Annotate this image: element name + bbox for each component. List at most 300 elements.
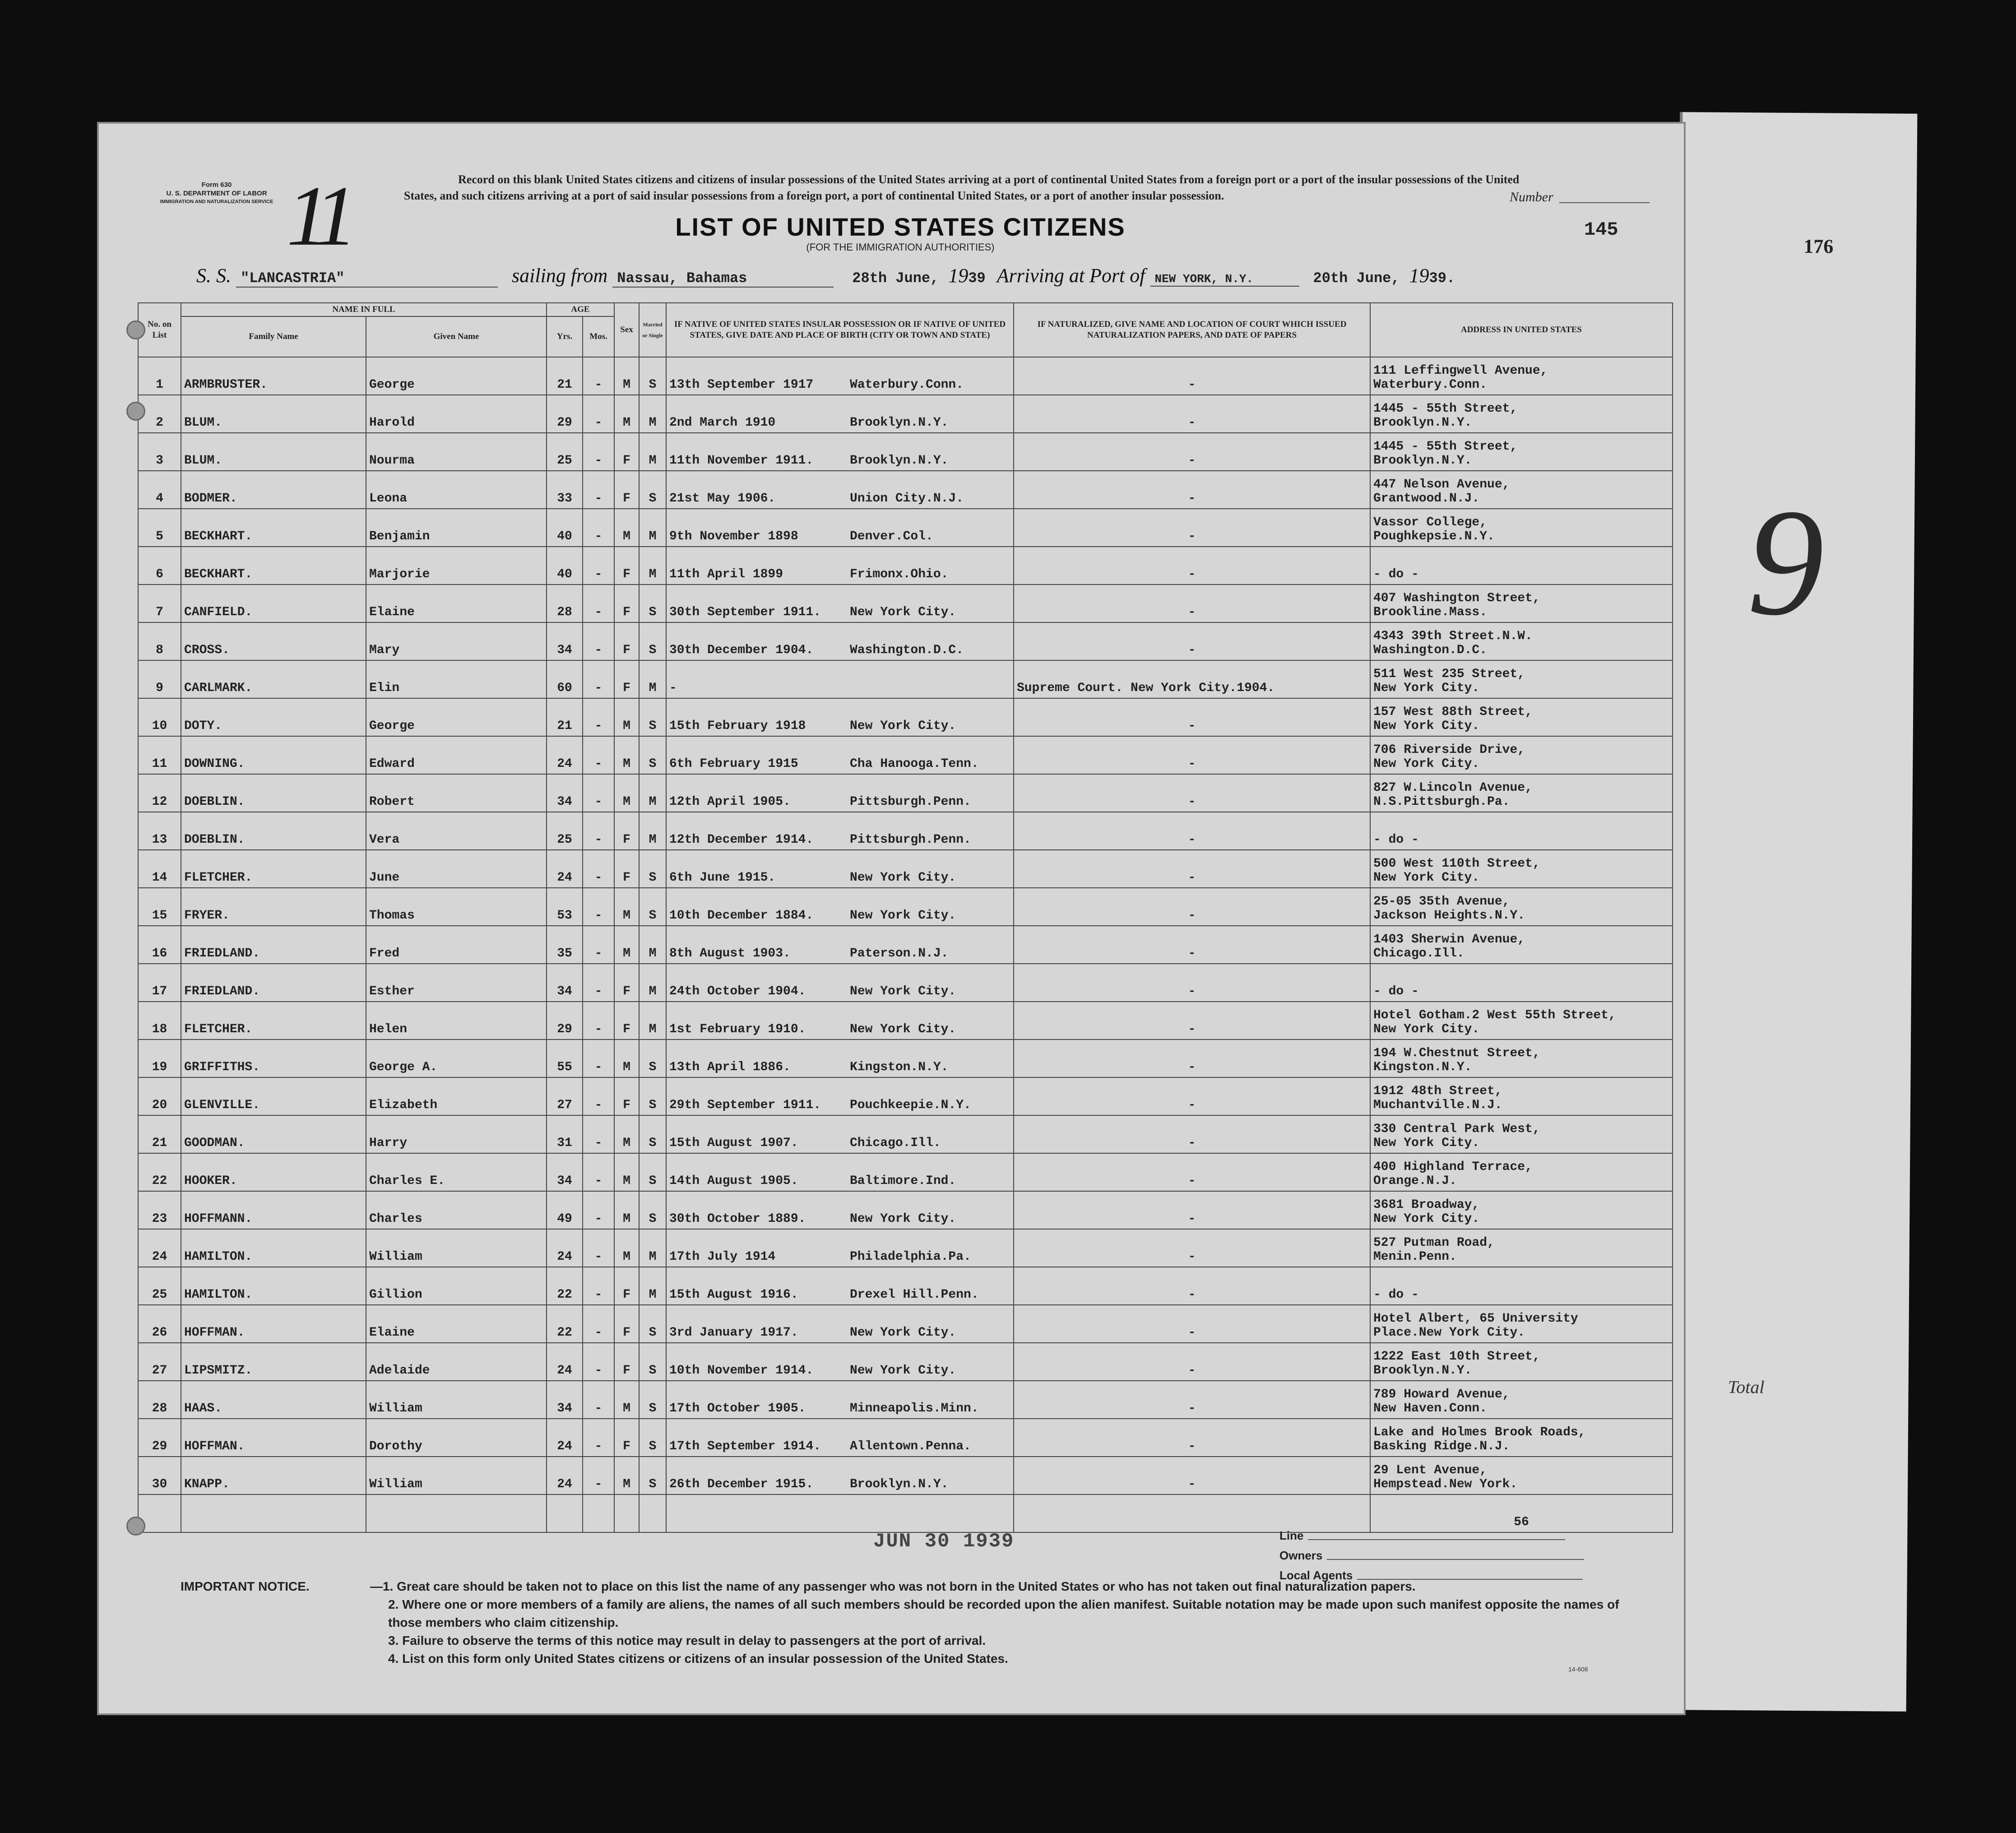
table-row [138, 395, 1673, 433]
age-years: 40 [547, 509, 583, 547]
birth-date: 30th September 1911. [669, 605, 821, 619]
birth-info [666, 888, 1014, 926]
address [1370, 509, 1673, 547]
family-name: HOFFMANN. [181, 1191, 366, 1229]
naturalization-info: - [1014, 1039, 1370, 1077]
address-line-1: - do - [1373, 833, 1419, 847]
address-line-2: Washington.D.C. [1373, 643, 1488, 657]
arrival-port: NEW YORK, N.Y. [1150, 272, 1299, 287]
address-line-2: Chicago.Ill. [1373, 947, 1464, 961]
naturalization-info: - [1014, 698, 1370, 736]
page-number: 145 [1584, 219, 1618, 241]
table-row [138, 964, 1673, 1002]
marital-status: S [639, 1305, 666, 1343]
birth-info [666, 1002, 1014, 1039]
address-line-2: Jackson Heights.N.Y. [1373, 909, 1525, 923]
address [1370, 698, 1673, 736]
address-line-2: Brooklyn.N.Y. [1373, 454, 1472, 468]
birth-date: 30th October 1889. [669, 1212, 806, 1226]
notice-item-2: 2. Where one or more members of a family are aliens, the names of all such members should be recorded upon the alien manifest. Suitable notation may be made upon such manifest opposite the names of those members who claim citizenship. [388, 1597, 1619, 1629]
family-name: CROSS. [181, 622, 366, 660]
age-months: - [583, 1381, 614, 1419]
birth-date: 10th December 1884. [669, 909, 814, 923]
age-years: 49 [547, 1191, 583, 1229]
family-name: ARMBRUSTER. [181, 357, 366, 395]
age-years: 22 [547, 1305, 583, 1343]
birth-date: 3rd January 1917. [669, 1326, 798, 1340]
family-name: FLETCHER. [181, 1002, 366, 1039]
col-birth: IF NATIVE OF UNITED STATES INSULAR POSSESSION OR IF NATIVE OF UNITED STATES, GIVE DATE AND PLACE OF BIRTH (CITY OR TOWN AND STATE) [666, 303, 1014, 357]
family-name: FLETCHER. [181, 850, 366, 888]
given-name: Esther [366, 964, 547, 1002]
col-given-name: Given Name [366, 316, 547, 357]
address-line-1: 511 West 235 Street, [1373, 667, 1525, 681]
given-name: Adelaide [366, 1343, 547, 1381]
address-line-2: Place.New York City. [1373, 1326, 1525, 1340]
naturalization-info: - [1014, 1153, 1370, 1191]
address [1370, 1419, 1673, 1457]
notice-item-4: 4. List on this form only United States citizens or citizens of an insular possession of the United States. [388, 1652, 1008, 1666]
birth-info [666, 433, 1014, 471]
row-number: 24 [138, 1229, 181, 1267]
age-months: - [583, 812, 614, 850]
naturalization-info: - [1014, 357, 1370, 395]
address-line-1: 1912 48th Street, [1373, 1084, 1502, 1098]
arriving-label: Arriving at Port of [996, 265, 1145, 287]
sex: F [614, 547, 639, 585]
row-number: 18 [138, 1002, 181, 1039]
birth-place: New York City. [850, 719, 956, 733]
col-family-name: Family Name [181, 316, 366, 357]
address-line-1: 1222 East 10th Street, [1373, 1350, 1540, 1364]
marital-status: M [639, 660, 666, 698]
address-line-2: Poughkepsie.N.Y. [1373, 529, 1495, 543]
family-name: GLENVILLE. [181, 1077, 366, 1115]
birth-date: 1st February 1910. [669, 1022, 806, 1036]
address-line-1: Hotel Gotham.2 West 55th Street, [1373, 1008, 1616, 1022]
page-subtitle: (FOR THE IMMIGRATION AUTHORITIES) [806, 241, 995, 253]
given-name: Harry [366, 1115, 547, 1153]
birth-place: Baltimore.Ind. [850, 1174, 956, 1188]
marital-status: S [639, 1039, 666, 1077]
marital-status: S [639, 1115, 666, 1153]
given-name: Elaine [366, 1305, 547, 1343]
marital-status: S [639, 1153, 666, 1191]
address [1370, 1267, 1673, 1305]
sailing-from-port: Nassau, Bahamas [612, 270, 834, 288]
table-row [138, 1267, 1673, 1305]
ship-name: "LANCASTRIA" [236, 270, 498, 288]
age-years: 60 [547, 660, 583, 698]
sex: F [614, 812, 639, 850]
given-name: Elizabeth [366, 1077, 547, 1115]
col-married: Married or Single [639, 303, 666, 357]
birth-date: 10th November 1914. [669, 1364, 814, 1378]
naturalization-info: - [1014, 1343, 1370, 1381]
empty-cell [666, 1494, 1014, 1532]
birth-date: 2nd March 1910 [669, 416, 776, 430]
col-mos: Mos. [583, 316, 614, 357]
address-line-2: N.S.Pittsburgh.Pa. [1373, 795, 1510, 809]
given-name: Vera [366, 812, 547, 850]
birth-info [666, 357, 1014, 395]
birth-info [666, 395, 1014, 433]
address-line-1: 827 W.Lincoln Avenue, [1373, 781, 1533, 795]
age-years: 28 [547, 585, 583, 622]
age-months: - [583, 660, 614, 698]
given-name: Dorothy [366, 1419, 547, 1457]
birth-place: Brooklyn.N.Y. [850, 454, 949, 468]
table-row [138, 1419, 1673, 1457]
birth-place: New York City. [850, 871, 956, 885]
sex: M [614, 1039, 639, 1077]
address-line-1: - do - [1373, 1288, 1419, 1302]
address-line-1: 1403 Sherwin Avenue, [1373, 933, 1525, 947]
table-row [138, 1457, 1673, 1494]
table-row [138, 471, 1673, 509]
birth-info [666, 1267, 1014, 1305]
address-line-2: New York City. [1373, 1136, 1480, 1150]
age-years: 31 [547, 1115, 583, 1153]
birth-info [666, 964, 1014, 1002]
family-name: DOEBLIN. [181, 774, 366, 812]
arrival-year-prefix: 19 [1409, 265, 1429, 287]
naturalization-info: - [1014, 585, 1370, 622]
address-line-1: 157 West 88th Street, [1373, 705, 1533, 719]
row-number: 25 [138, 1267, 181, 1305]
given-name: Elaine [366, 585, 547, 622]
footer-owners-label: Owners [1279, 1549, 1323, 1562]
punch-hole [126, 402, 145, 421]
address [1370, 547, 1673, 585]
birth-info [666, 1419, 1014, 1457]
row-number: 17 [138, 964, 181, 1002]
given-name: Charles [366, 1191, 547, 1229]
address-line-1: 3681 Broadway, [1373, 1198, 1480, 1212]
birth-place: Washington.D.C. [850, 643, 964, 657]
marital-status: M [639, 1229, 666, 1267]
empty-cell [181, 1494, 366, 1532]
birth-place: New York City. [850, 984, 956, 998]
address [1370, 888, 1673, 926]
address [1370, 850, 1673, 888]
age-months: - [583, 433, 614, 471]
address [1370, 1457, 1673, 1494]
marital-status: M [639, 926, 666, 964]
birth-date: 12th April 1905. [669, 795, 791, 809]
sex: F [614, 1077, 639, 1115]
marital-status: M [639, 433, 666, 471]
birth-date: 30th December 1904. [669, 643, 814, 657]
address-line-2: New York City. [1373, 719, 1480, 733]
sex: F [614, 622, 639, 660]
age-years: 22 [547, 1267, 583, 1305]
birth-place: Brooklyn.N.Y. [850, 416, 949, 430]
col-address: ADDRESS IN UNITED STATES [1370, 303, 1673, 357]
address [1370, 774, 1673, 812]
row-number: 7 [138, 585, 181, 622]
birth-info [666, 1153, 1014, 1191]
ss-label: S. S. [196, 265, 231, 287]
address [1370, 1191, 1673, 1229]
address-line-1: 330 Central Park West, [1373, 1122, 1540, 1136]
naturalization-info: - [1014, 1115, 1370, 1153]
age-years: 29 [547, 1002, 583, 1039]
given-name: Nourma [366, 433, 547, 471]
table-row [138, 774, 1673, 812]
departure-date: 28th June, [852, 270, 939, 287]
col-naturalized: IF NATURALIZED, GIVE NAME AND LOCATION OF COURT WHICH ISSUED NATURALIZATION PAPERS, AND DATE OF PAPERS [1014, 303, 1370, 357]
footer-owners-blank [1327, 1545, 1584, 1560]
address [1370, 395, 1673, 433]
age-months: - [583, 1229, 614, 1267]
marital-status: M [639, 547, 666, 585]
table-row [138, 433, 1673, 471]
sex: M [614, 736, 639, 774]
birth-place: Pouchkeepie.N.Y. [850, 1098, 971, 1112]
age-months: - [583, 1267, 614, 1305]
table-row [138, 1229, 1673, 1267]
row-number: 8 [138, 622, 181, 660]
given-name: Harold [366, 395, 547, 433]
row-number: 1 [138, 357, 181, 395]
address [1370, 1115, 1673, 1153]
marital-status: S [639, 585, 666, 622]
birth-date: 9th November 1898 [669, 529, 798, 543]
birth-info [666, 471, 1014, 509]
address-line-2: Basking Ridge.N.J. [1373, 1439, 1510, 1453]
table-row [138, 585, 1673, 622]
marital-status: S [639, 1419, 666, 1457]
age-years: 24 [547, 1419, 583, 1457]
row-number: 6 [138, 547, 181, 585]
arrival-date: 20th June, [1313, 270, 1400, 287]
notice-item-1: —1. Great care should be taken not to place on this list the name of any passenger who was not born in the United States or who has not taken out final naturalization papers. [370, 1579, 1416, 1593]
row-number: 10 [138, 698, 181, 736]
marital-status: S [639, 888, 666, 926]
given-name: Benjamin [366, 509, 547, 547]
sex: F [614, 964, 639, 1002]
back-sheet-number: 176 [1803, 235, 1834, 258]
family-name: FRIEDLAND. [181, 964, 366, 1002]
age-months: - [583, 1305, 614, 1343]
address-line-2: New York City. [1373, 871, 1480, 885]
empty-cell [614, 1494, 639, 1532]
row-number: 11 [138, 736, 181, 774]
table-row [138, 1115, 1673, 1153]
birth-info [666, 509, 1014, 547]
naturalization-info: Supreme Court. New York City.1904. [1014, 660, 1370, 698]
age-years: 53 [547, 888, 583, 926]
birth-place: New York City. [850, 1022, 956, 1036]
birth-date: 13th April 1886. [669, 1060, 791, 1074]
address-line-1: 407 Washington Street, [1373, 591, 1540, 605]
birth-info [666, 1381, 1014, 1419]
family-name: BLUM. [181, 433, 366, 471]
marital-status: M [639, 1002, 666, 1039]
row-number: 22 [138, 1153, 181, 1191]
birth-date: 26th December 1915. [669, 1477, 814, 1491]
family-name: HAMILTON. [181, 1267, 366, 1305]
footer-agents-label: Local Agents [1279, 1568, 1353, 1582]
col-yrs: Yrs. [547, 316, 583, 357]
birth-date: 8th August 1903. [669, 947, 791, 961]
service-name: IMMIGRATION AND NATURALIZATION SERVICE [160, 199, 273, 204]
marital-status: M [639, 812, 666, 850]
given-name: William [366, 1381, 547, 1419]
naturalization-info: - [1014, 509, 1370, 547]
passenger-table [138, 302, 1673, 1533]
form-code: 14-608 [1568, 1666, 1588, 1673]
age-years: 21 [547, 698, 583, 736]
address-line-1: 194 W.Chestnut Street, [1373, 1046, 1540, 1060]
family-name: DOTY. [181, 698, 366, 736]
naturalization-info: - [1014, 1381, 1370, 1419]
marital-status: S [639, 1077, 666, 1115]
address-line-2: New York City. [1373, 757, 1480, 771]
naturalization-info: - [1014, 774, 1370, 812]
birth-date: 29th September 1911. [669, 1098, 821, 1112]
family-name: CANFIELD. [181, 585, 366, 622]
birth-place: New York City. [850, 1364, 956, 1378]
birth-info [666, 1305, 1014, 1343]
address [1370, 1381, 1673, 1419]
naturalization-info: - [1014, 1191, 1370, 1229]
birth-info [666, 1039, 1014, 1077]
sex: F [614, 1305, 639, 1343]
given-name: Mary [366, 622, 547, 660]
age-months: - [583, 395, 614, 433]
given-name: Robert [366, 774, 547, 812]
table-row [138, 1381, 1673, 1419]
age-months: - [583, 1039, 614, 1077]
age-years: 34 [547, 1381, 583, 1419]
sex: M [614, 1191, 639, 1229]
col-no: No. on List [138, 303, 181, 357]
address-line-2: Hempstead.New York. [1373, 1477, 1518, 1491]
department-name: U. S. DEPARTMENT OF LABOR [166, 190, 267, 197]
address-line-2: Brooklyn.N.Y. [1373, 416, 1472, 430]
empty-cell [583, 1494, 614, 1532]
address-line-2: New York City. [1373, 1022, 1480, 1036]
family-name: LIPSMITZ. [181, 1343, 366, 1381]
marital-status: S [639, 1381, 666, 1419]
address-line-1: 111 Leffingwell Avenue, [1373, 364, 1548, 378]
given-name: George A. [366, 1039, 547, 1077]
manifest-sheet [97, 122, 1686, 1715]
birth-date: 6th February 1915 [669, 757, 798, 771]
table-row [138, 622, 1673, 660]
col-name-in-full: NAME IN FULL [181, 303, 547, 316]
naturalization-info: - [1014, 1077, 1370, 1115]
address-line-1: Hotel Albert, 65 University [1373, 1312, 1578, 1326]
age-months: - [583, 471, 614, 509]
notice-heading: IMPORTANT NOTICE. [181, 1579, 310, 1593]
birth-date: 17th October 1905. [669, 1401, 806, 1415]
sex: M [614, 774, 639, 812]
address-line-1: Lake and Holmes Brook Roads, [1373, 1425, 1586, 1439]
address [1370, 433, 1673, 471]
marital-status: S [639, 357, 666, 395]
family-name: HOOKER. [181, 1153, 366, 1191]
birth-info [666, 622, 1014, 660]
given-name: Helen [366, 1002, 547, 1039]
age-years: 34 [547, 964, 583, 1002]
address-line-1: 706 Riverside Drive, [1373, 743, 1525, 757]
address-line-1: 25-05 35th Avenue, [1373, 895, 1510, 909]
address-line-1: 500 West 110th Street, [1373, 857, 1540, 871]
footer-owners-field [1279, 1545, 1584, 1565]
birth-info [666, 1077, 1014, 1115]
age-years: 24 [547, 736, 583, 774]
family-name: DOWNING. [181, 736, 366, 774]
naturalization-info: - [1014, 395, 1370, 433]
age-years: 24 [547, 850, 583, 888]
family-name: GOODMAN. [181, 1115, 366, 1153]
sex: F [614, 471, 639, 509]
row-number: 23 [138, 1191, 181, 1229]
age-months: - [583, 736, 614, 774]
marital-status: S [639, 736, 666, 774]
address [1370, 1077, 1673, 1115]
family-name: DOEBLIN. [181, 812, 366, 850]
given-name: Leona [366, 471, 547, 509]
age-months: - [583, 926, 614, 964]
age-years: 55 [547, 1039, 583, 1077]
age-years: 34 [547, 622, 583, 660]
naturalization-info: - [1014, 736, 1370, 774]
given-name: William [366, 1229, 547, 1267]
address-line-2: Grantwood.N.J. [1373, 492, 1480, 506]
punch-hole [126, 320, 145, 339]
empty-cell [366, 1494, 547, 1532]
age-months: - [583, 1077, 614, 1115]
marital-status: S [639, 1457, 666, 1494]
table-body [138, 357, 1673, 1532]
row-number: 14 [138, 850, 181, 888]
naturalization-info: - [1014, 812, 1370, 850]
address-line-2: Brooklyn.N.Y. [1373, 1364, 1472, 1378]
age-years: 24 [547, 1343, 583, 1381]
address-line-2: Kingston.N.Y. [1373, 1060, 1472, 1074]
address [1370, 1002, 1673, 1039]
row-number: 21 [138, 1115, 181, 1153]
row-number: 26 [138, 1305, 181, 1343]
row-number: 16 [138, 926, 181, 964]
empty-cell [639, 1494, 666, 1532]
handwritten-list-number: 11 [287, 169, 348, 264]
sex: M [614, 1153, 639, 1191]
col-sex: Sex [614, 303, 639, 357]
address [1370, 585, 1673, 622]
marital-status: M [639, 395, 666, 433]
empty-cell [547, 1494, 583, 1532]
address [1370, 1153, 1673, 1191]
birth-date: 6th June 1915. [669, 871, 776, 885]
birth-info [666, 850, 1014, 888]
sex: F [614, 1002, 639, 1039]
address-line-2: Waterbury.Conn. [1373, 378, 1488, 392]
birth-place: New York City. [850, 605, 956, 619]
naturalization-info: - [1014, 964, 1370, 1002]
given-name: Fred [366, 926, 547, 964]
row-number: 5 [138, 509, 181, 547]
family-name: CARLMARK. [181, 660, 366, 698]
age-months: - [583, 1191, 614, 1229]
address [1370, 1039, 1673, 1077]
age-months: - [583, 774, 614, 812]
row-number: 3 [138, 433, 181, 471]
